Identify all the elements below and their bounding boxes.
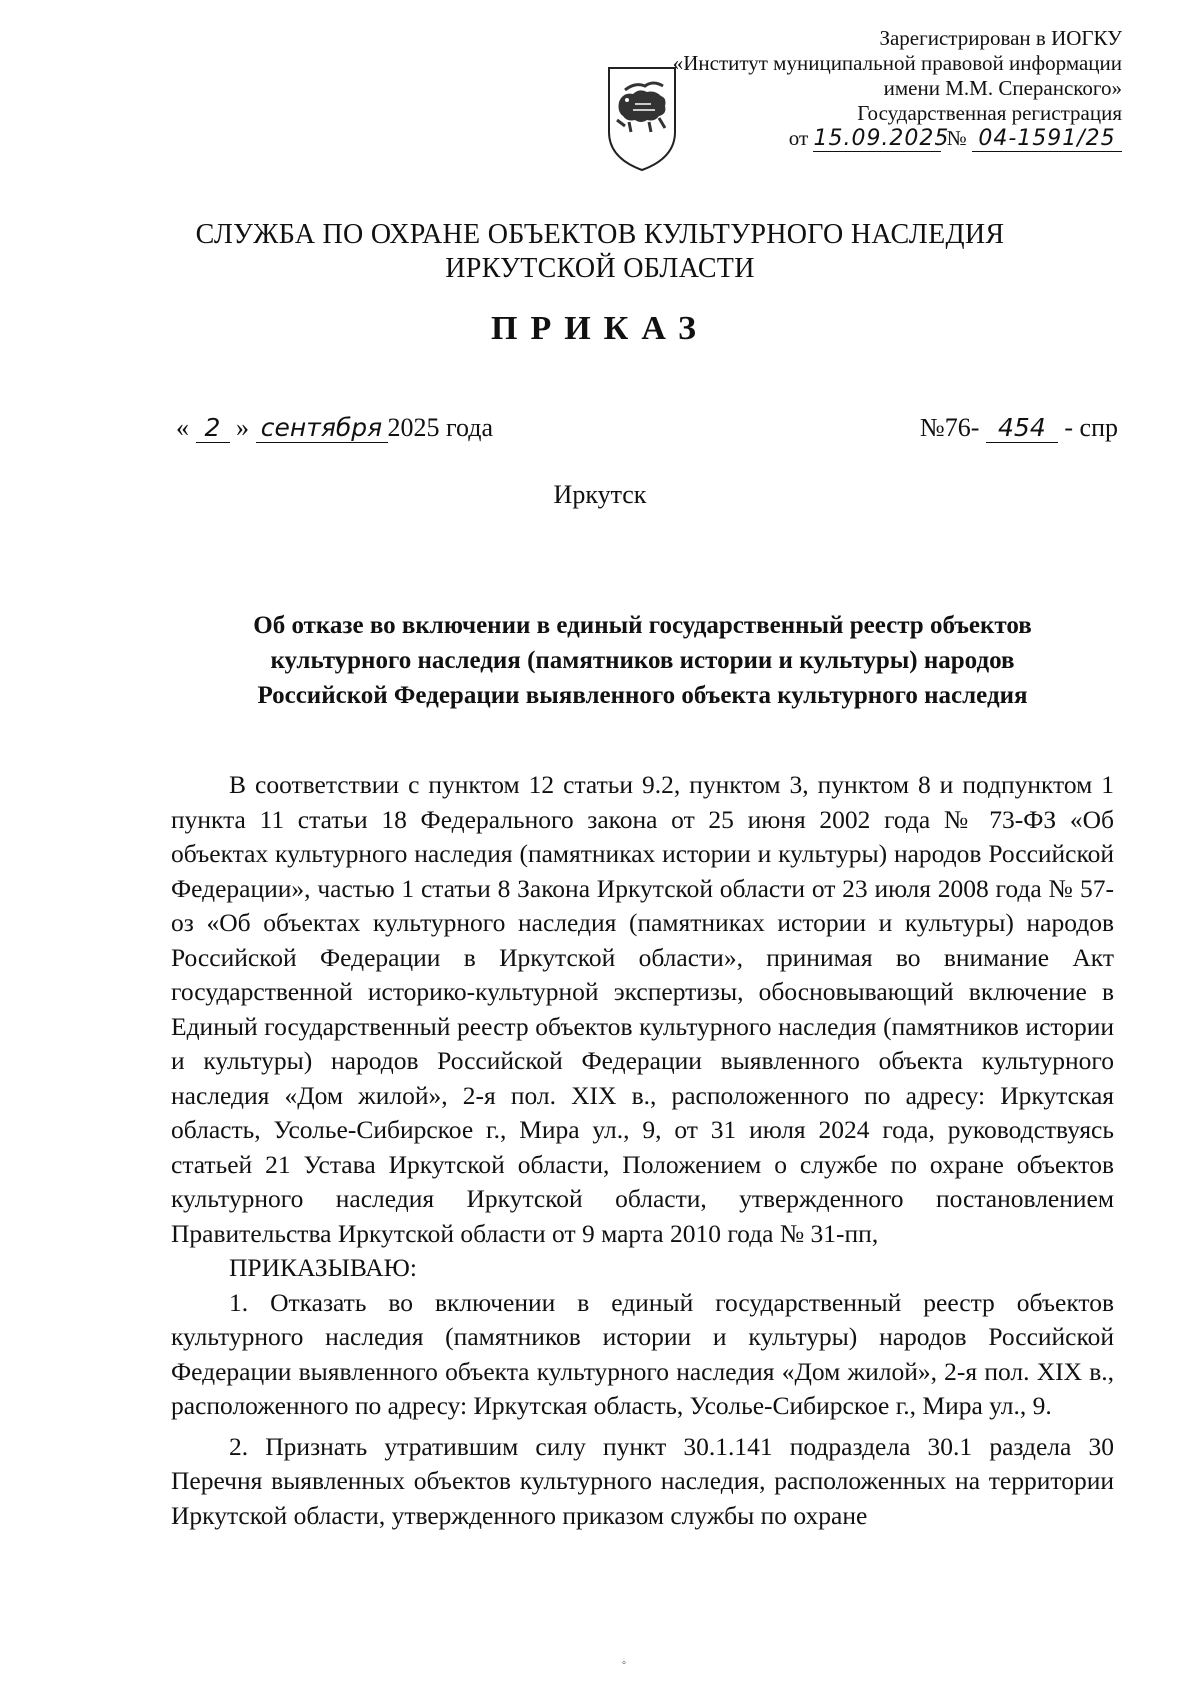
quote-open: «: [176, 413, 189, 442]
quote-close: »: [236, 413, 249, 442]
registration-line: «Институт муниципальной правовой информации: [672, 51, 1122, 75]
title-line: Об отказе во включении в единый государственный реестр объектов: [253, 612, 1032, 639]
registration-line: Государственная регистрация: [857, 101, 1122, 125]
order-number: 454: [986, 413, 1058, 443]
order-day: 2: [196, 413, 230, 443]
preamble-paragraph: В соответствии с пунктом 12 статьи 9.2, пунктом 3, пунктом 8 и подпунктом 1 пункта 11 статьи 18 Федерального закона от 25 июня 2002 года № 73-ФЗ «Об объектах культурного наследия (памятниках истории и культуры) народов Российской Федерации», частью 1 статьи 8 Закона Иркутской области от 23 июля 2008 года № 57-оз «Об объектах культурного наследия (памятниках истории и культуры) народов Российской Федерации в Иркутской области», принимая во внимание Акт государственной историко-культурной экспертизы, обосновывающий включение в Единый государственный реестр объектов культурного наследия (памятников истории и культуры) народов Российской Федерации выявленного объекта культурного наследия «Дом жилой», 2-я пол. XIX в., расположенного по адресу: Иркутская область, Усолье-Сибирское г., Мира ул., 9, от 31 июля 2024 года, руководствуясь статьей 21 Устава Иркутской области, Положением о службе по охране объектов культурного наследия Иркутской области, утвержденного постановлением Правительства Иркутской области от 9 марта 2010 года № 31-пп,: [171, 770, 1114, 1248]
registration-stamp: [673, 26, 1122, 152]
document-type: ПРИКАЗ: [491, 310, 709, 347]
agency-line: ИРКУТСКОЙ ОБЛАСТИ: [445, 253, 755, 284]
order-number-prefix: №76-: [919, 413, 980, 442]
agency-name: [0, 218, 1200, 286]
registration-number-label: №: [946, 126, 967, 150]
agency-line: СЛУЖБА ПО ОХРАНЕ ОБЪЕКТОВ КУЛЬТУРНОГО НАСЛЕДИЯ: [195, 219, 1005, 250]
title-line: культурного наследия (памятников истории и культуры) народов: [270, 647, 1015, 674]
city: Иркутск: [553, 480, 647, 509]
page-mark: °: [622, 1660, 626, 1671]
order-number-suffix: - спр: [1064, 413, 1118, 442]
order-word: ПРИКАЗЫВАЮ:: [229, 1253, 417, 1282]
registration-date: 15.09.2025: [813, 126, 950, 151]
irkutsk-coat-of-arms-icon: [605, 62, 679, 174]
title-line: Российской Федерации выявленного объекта культурного наследия: [257, 682, 1028, 709]
registration-line: Зарегистрирован в ИОГКУ: [879, 26, 1122, 50]
order-year: 2025 года: [387, 413, 494, 442]
order-month: сентября: [256, 413, 388, 443]
registration-number: 04-1591/25: [972, 126, 1122, 152]
document-title: [175, 608, 1110, 713]
order-date: [176, 413, 493, 443]
registration-line: имени М.М. Сперанского»: [883, 76, 1122, 100]
document-body: [171, 768, 1114, 1533]
registration-from-label: от: [788, 126, 809, 150]
order-item-1: 1. Отказать во включении в единый государственный реестр объектов культурного наследия (памятников истории и культуры) народов Российской Федерации выявленного объекта культурного наследия «Дом жилой», 2-я пол. XIX в., расположенного по адресу: Иркутская область, Усолье-Сибирское г., Мира ул., 9.: [171, 1287, 1114, 1420]
order-number-row: [920, 413, 1118, 443]
order-item-2: 2. Признать утратившим силу пункт 30.1.141 подраздела 30.1 раздела 30 Перечня выявленных объектов культурного наследия, расположенных на территории Иркутской области, утвержденного приказом службы по охране: [171, 1431, 1114, 1530]
registration-date-row: [673, 126, 1122, 152]
